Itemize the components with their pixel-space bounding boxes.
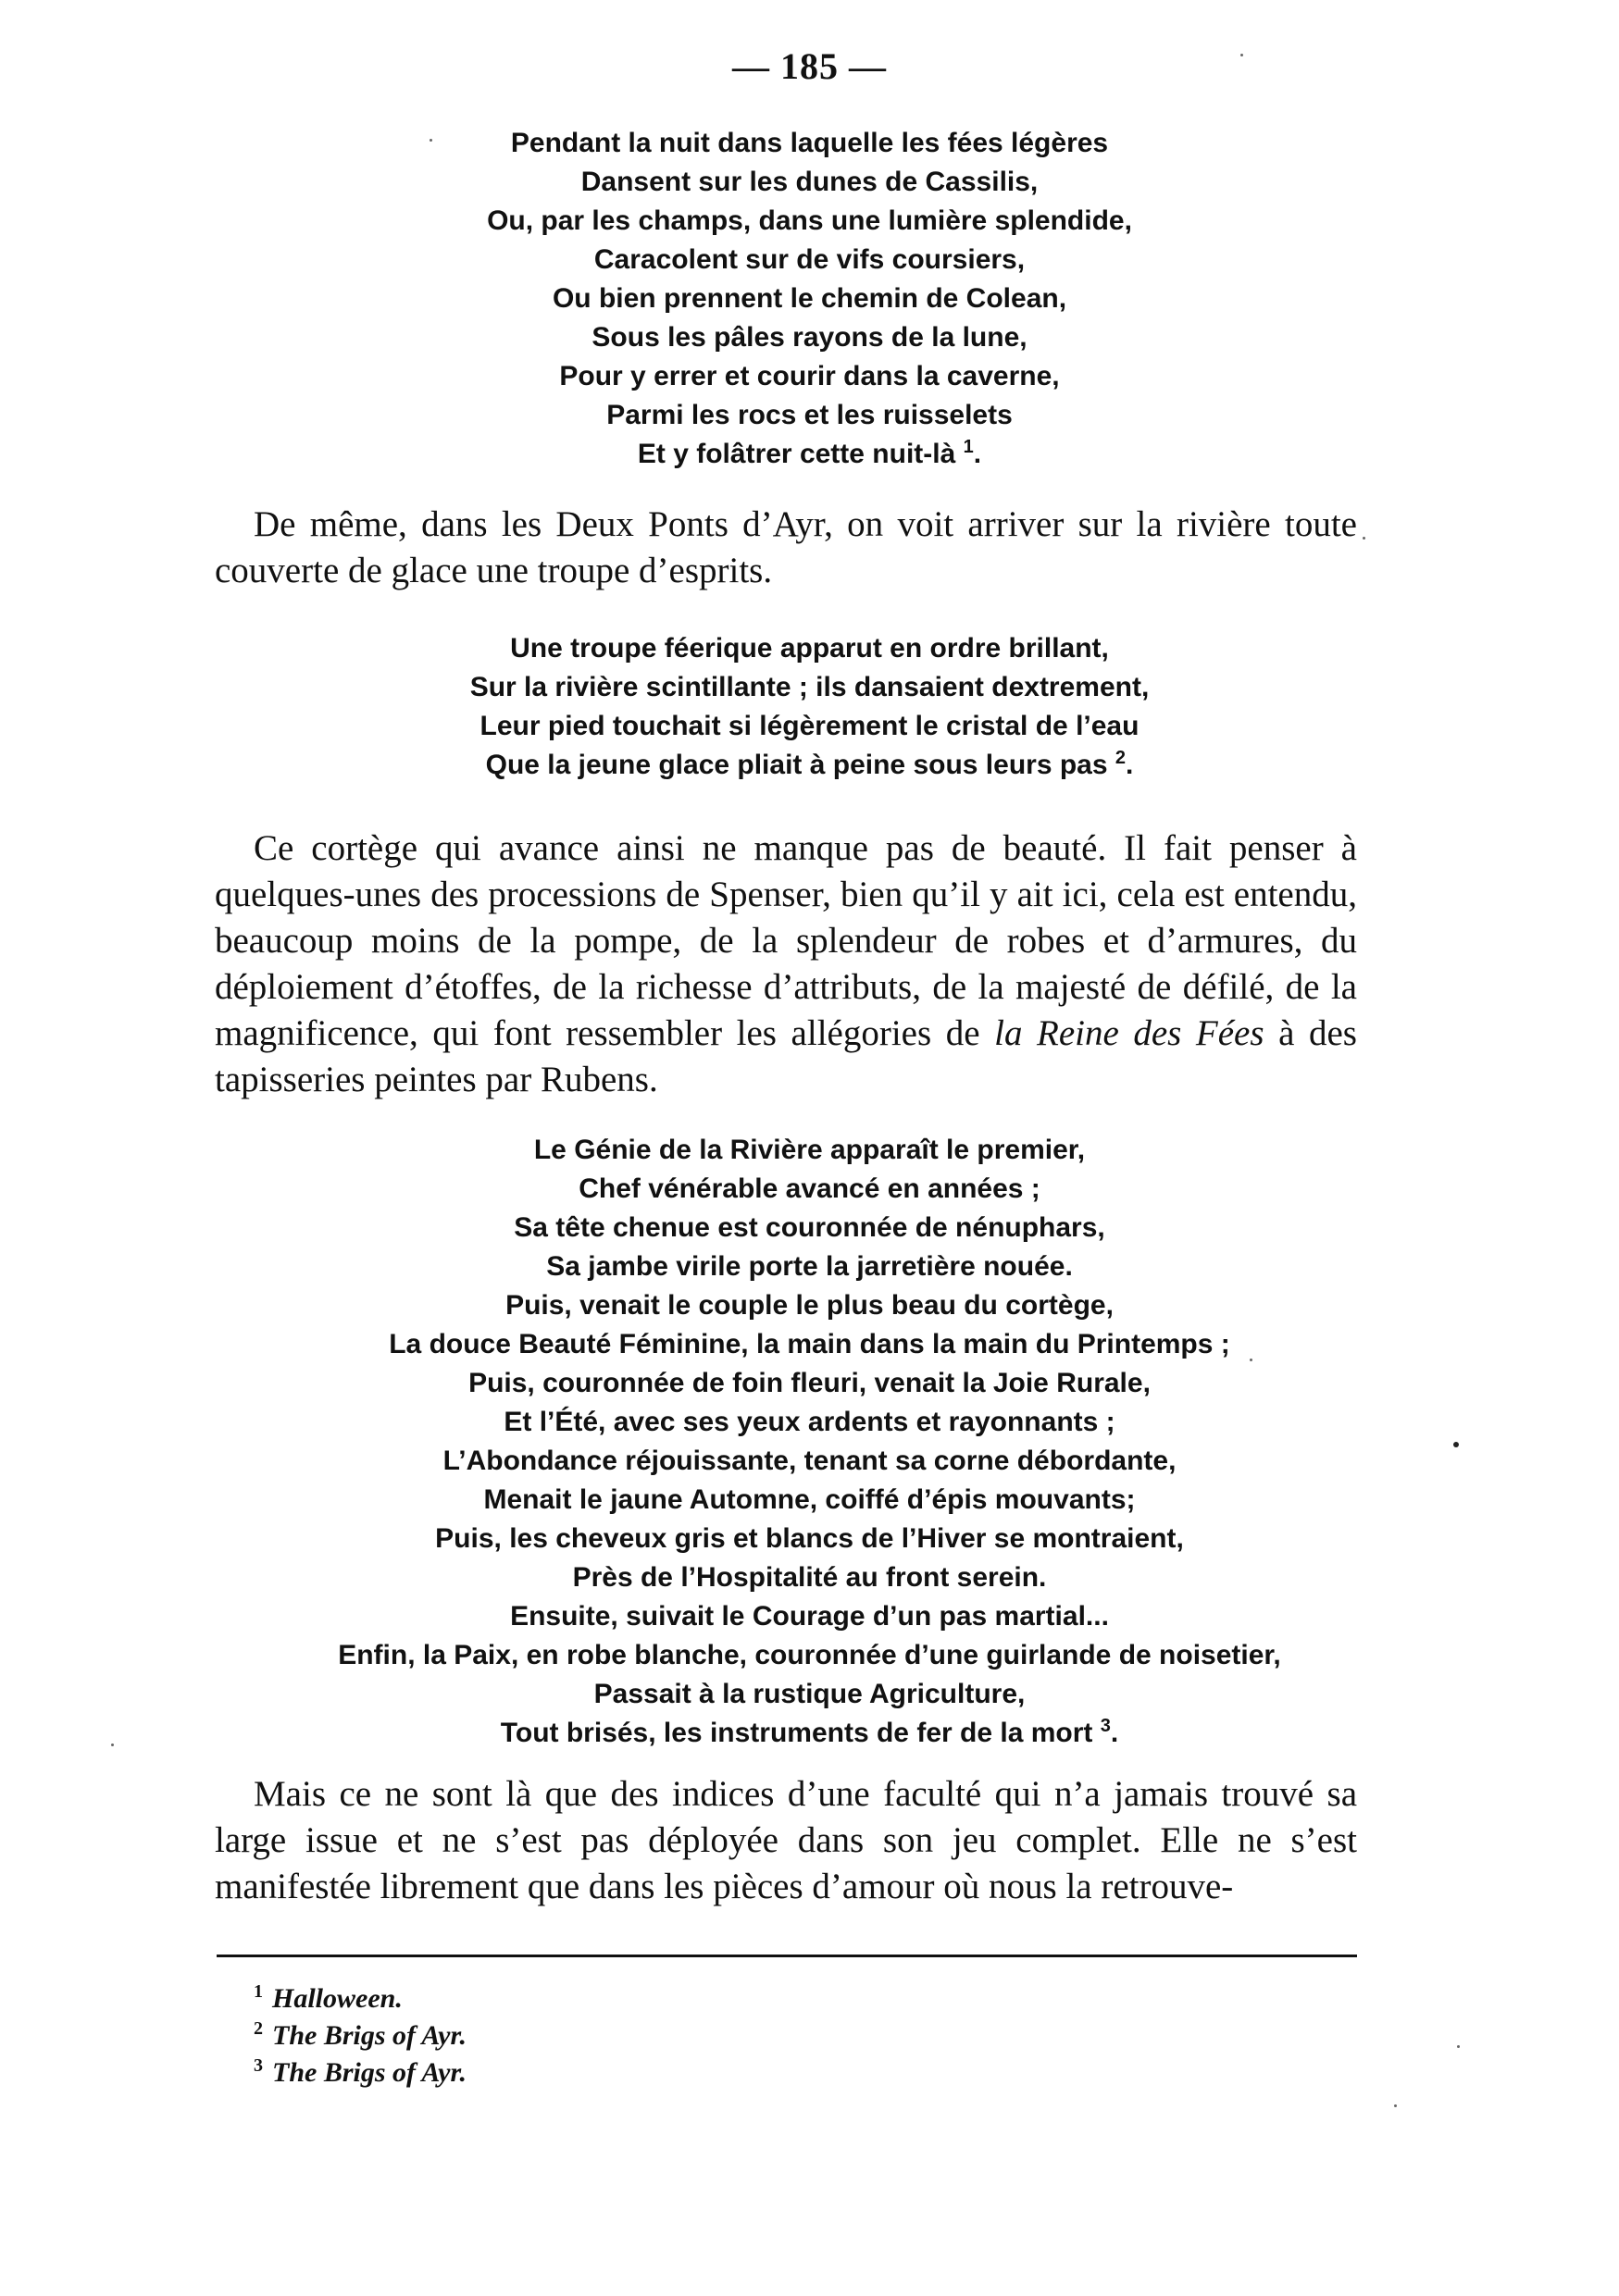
verse-line: Une troupe féerique apparut en ordre brillant, [510, 633, 1109, 664]
prose-block-2 [215, 825, 1357, 1103]
verse-line: Ou, par les champs, dans une lumière splendide, [487, 205, 1132, 236]
footnote-mark: 3 [254, 2055, 263, 2076]
prose-block-3 [215, 1771, 1357, 1910]
verse-line: Sa jambe virile porte la jarretière nouée. [546, 1251, 1073, 1282]
scan-speck [430, 139, 432, 142]
verse-line: Puis, venait le couple le plus beau du cortège, [505, 1290, 1114, 1321]
verse-line: Puis, couronnée de foin fleuri, venait la Joie Rurale, [468, 1368, 1151, 1398]
verse-line: La douce Beauté Féminine, la main dans la main du Printemps ; [389, 1329, 1230, 1359]
verse-block-halloween [0, 124, 1619, 474]
paragraph [215, 825, 1357, 1103]
verse-line-with-note: Et y folâtrer cette nuit-là $^1$. [637, 437, 982, 469]
paragraph-text: Ce cortège qui avance ainsi ne manque pas de beauté. Il fait penser à quelques-unes des processions de Spenser, bien qu’il y ait ici, cela est entendu, beaucoup moins de la pompe, de la splendeur de robes et d’armures, du déploiement d’étoffes, de la richesse d’attributs, de la majesté de défilé, de la magnificence, qui font ressembler les allégories de [215, 828, 1357, 1053]
verse-line: Caracolent sur de vifs coursiers, [593, 244, 1026, 275]
verse-line-text: Tout brisés, les instruments de fer de la mort [500, 1718, 1093, 1748]
verse-line: Parmi les rocs et les ruisselets [606, 400, 1013, 430]
footnote-ref: 2 [1115, 748, 1127, 768]
verse-line: Ensuite, suivait le Courage d’un pas martial... [510, 1601, 1109, 1632]
scan-speck [1453, 1442, 1459, 1447]
verse-line: Puis, les cheveux gris et blancs de l’Hiver se montraient, [435, 1523, 1184, 1554]
verse-line: Leur pied touchait si légèrement le cristal de l’eau [479, 711, 1140, 741]
verse-block-brigs-1 [0, 629, 1619, 785]
verse-line-text: Que la jeune glace pliait à peine sous leurs pas [485, 750, 1108, 780]
footnote-text: The Brigs of Ayr. [272, 2057, 467, 2088]
footnote-ref: 1 [963, 437, 974, 457]
verse-line: Menait le jaune Automne, coiffé d’épis mouvants; [483, 1484, 1136, 1515]
verse-line: Passait à la rustique Agriculture, [593, 1679, 1026, 1709]
scan-speck [1457, 2045, 1460, 2048]
footnote [254, 1980, 1272, 2017]
verse-line: Et l’Été, avec ses yeux ardents et rayonnants ; [504, 1407, 1115, 1437]
footnote [254, 2054, 1272, 2091]
page-number: — 185 — [732, 45, 887, 87]
scan-speck [111, 1744, 114, 1746]
footnotes [254, 1980, 1272, 2091]
verse-line: Pour y errer et courir dans la caverne, [559, 361, 1060, 391]
paragraph: Mais ce ne sont là que des indices d’une faculté qui n’a jamais trouvé sa large issue et ne s’est pas déployée dans son jeu complet. Elle ne s’est manifestée librement que dans les pièces d’amour où nous la retrouve- [215, 1774, 1357, 1906]
verse-line: Le Génie de la Rivière apparaît le premier, [533, 1135, 1086, 1165]
verse-line: Sa tête chenue est couronnée de nénuphars, [514, 1212, 1105, 1243]
scan-speck [1250, 1359, 1252, 1361]
book-title: la Reine des Fées [994, 1013, 1264, 1053]
scan-speck [1363, 537, 1365, 540]
footnote-text: The Brigs of Ayr. [272, 2020, 467, 2051]
verse-line: Près de l’Hospitalité au front serein. [572, 1562, 1047, 1593]
footnote [254, 2017, 1272, 2054]
scan-speck [1394, 2104, 1397, 2107]
paragraph-text: à des tapisseries peintes par Rubens. [215, 1013, 1357, 1099]
prose-block-1 [215, 502, 1357, 594]
verse-line: Sur la rivière scintillante ; ils dansaient dextrement, [469, 672, 1150, 702]
footnote-ref: 3 [1100, 1716, 1111, 1736]
verse-line: L’Abondance réjouissante, tenant sa corne débordante, [442, 1446, 1177, 1476]
scan-speck [1240, 54, 1243, 56]
verse-line-with-note: Tout brisés, les instruments de fer de la mort $^3$. [500, 1716, 1119, 1748]
footnote-text: Halloween. [272, 1983, 403, 2014]
verse-line-text: Et y folâtrer cette nuit-là [637, 439, 956, 469]
verse-line: Ou bien prennent le chemin de Colean, [552, 283, 1067, 314]
verse-block-brigs-2 [0, 1131, 1619, 1753]
footnote-separator [217, 1955, 1357, 1957]
verse-line: Enfin, la Paix, en robe blanche, couronnée d’une guirlande de noisetier, [338, 1640, 1281, 1670]
verse-line: Dansent sur les dunes de Cassilis, [580, 167, 1039, 197]
verse-line: Sous les pâles rayons de la lune, [592, 322, 1027, 353]
footnote-mark: 2 [254, 2018, 263, 2039]
footnote-mark: 1 [254, 1981, 263, 2002]
verse-line: Chef vénérable avancé en années ; [579, 1173, 1040, 1204]
verse-line: Pendant la nuit dans laquelle les fées légères [510, 128, 1109, 158]
paragraph: De même, dans les Deux Ponts d’Ayr, on voit arriver sur la rivière toute couverte de glace une troupe d’esprits. [215, 504, 1357, 590]
verse-line-with-note: Que la jeune glace pliait à peine sous leurs pas $^2$. [485, 748, 1134, 780]
